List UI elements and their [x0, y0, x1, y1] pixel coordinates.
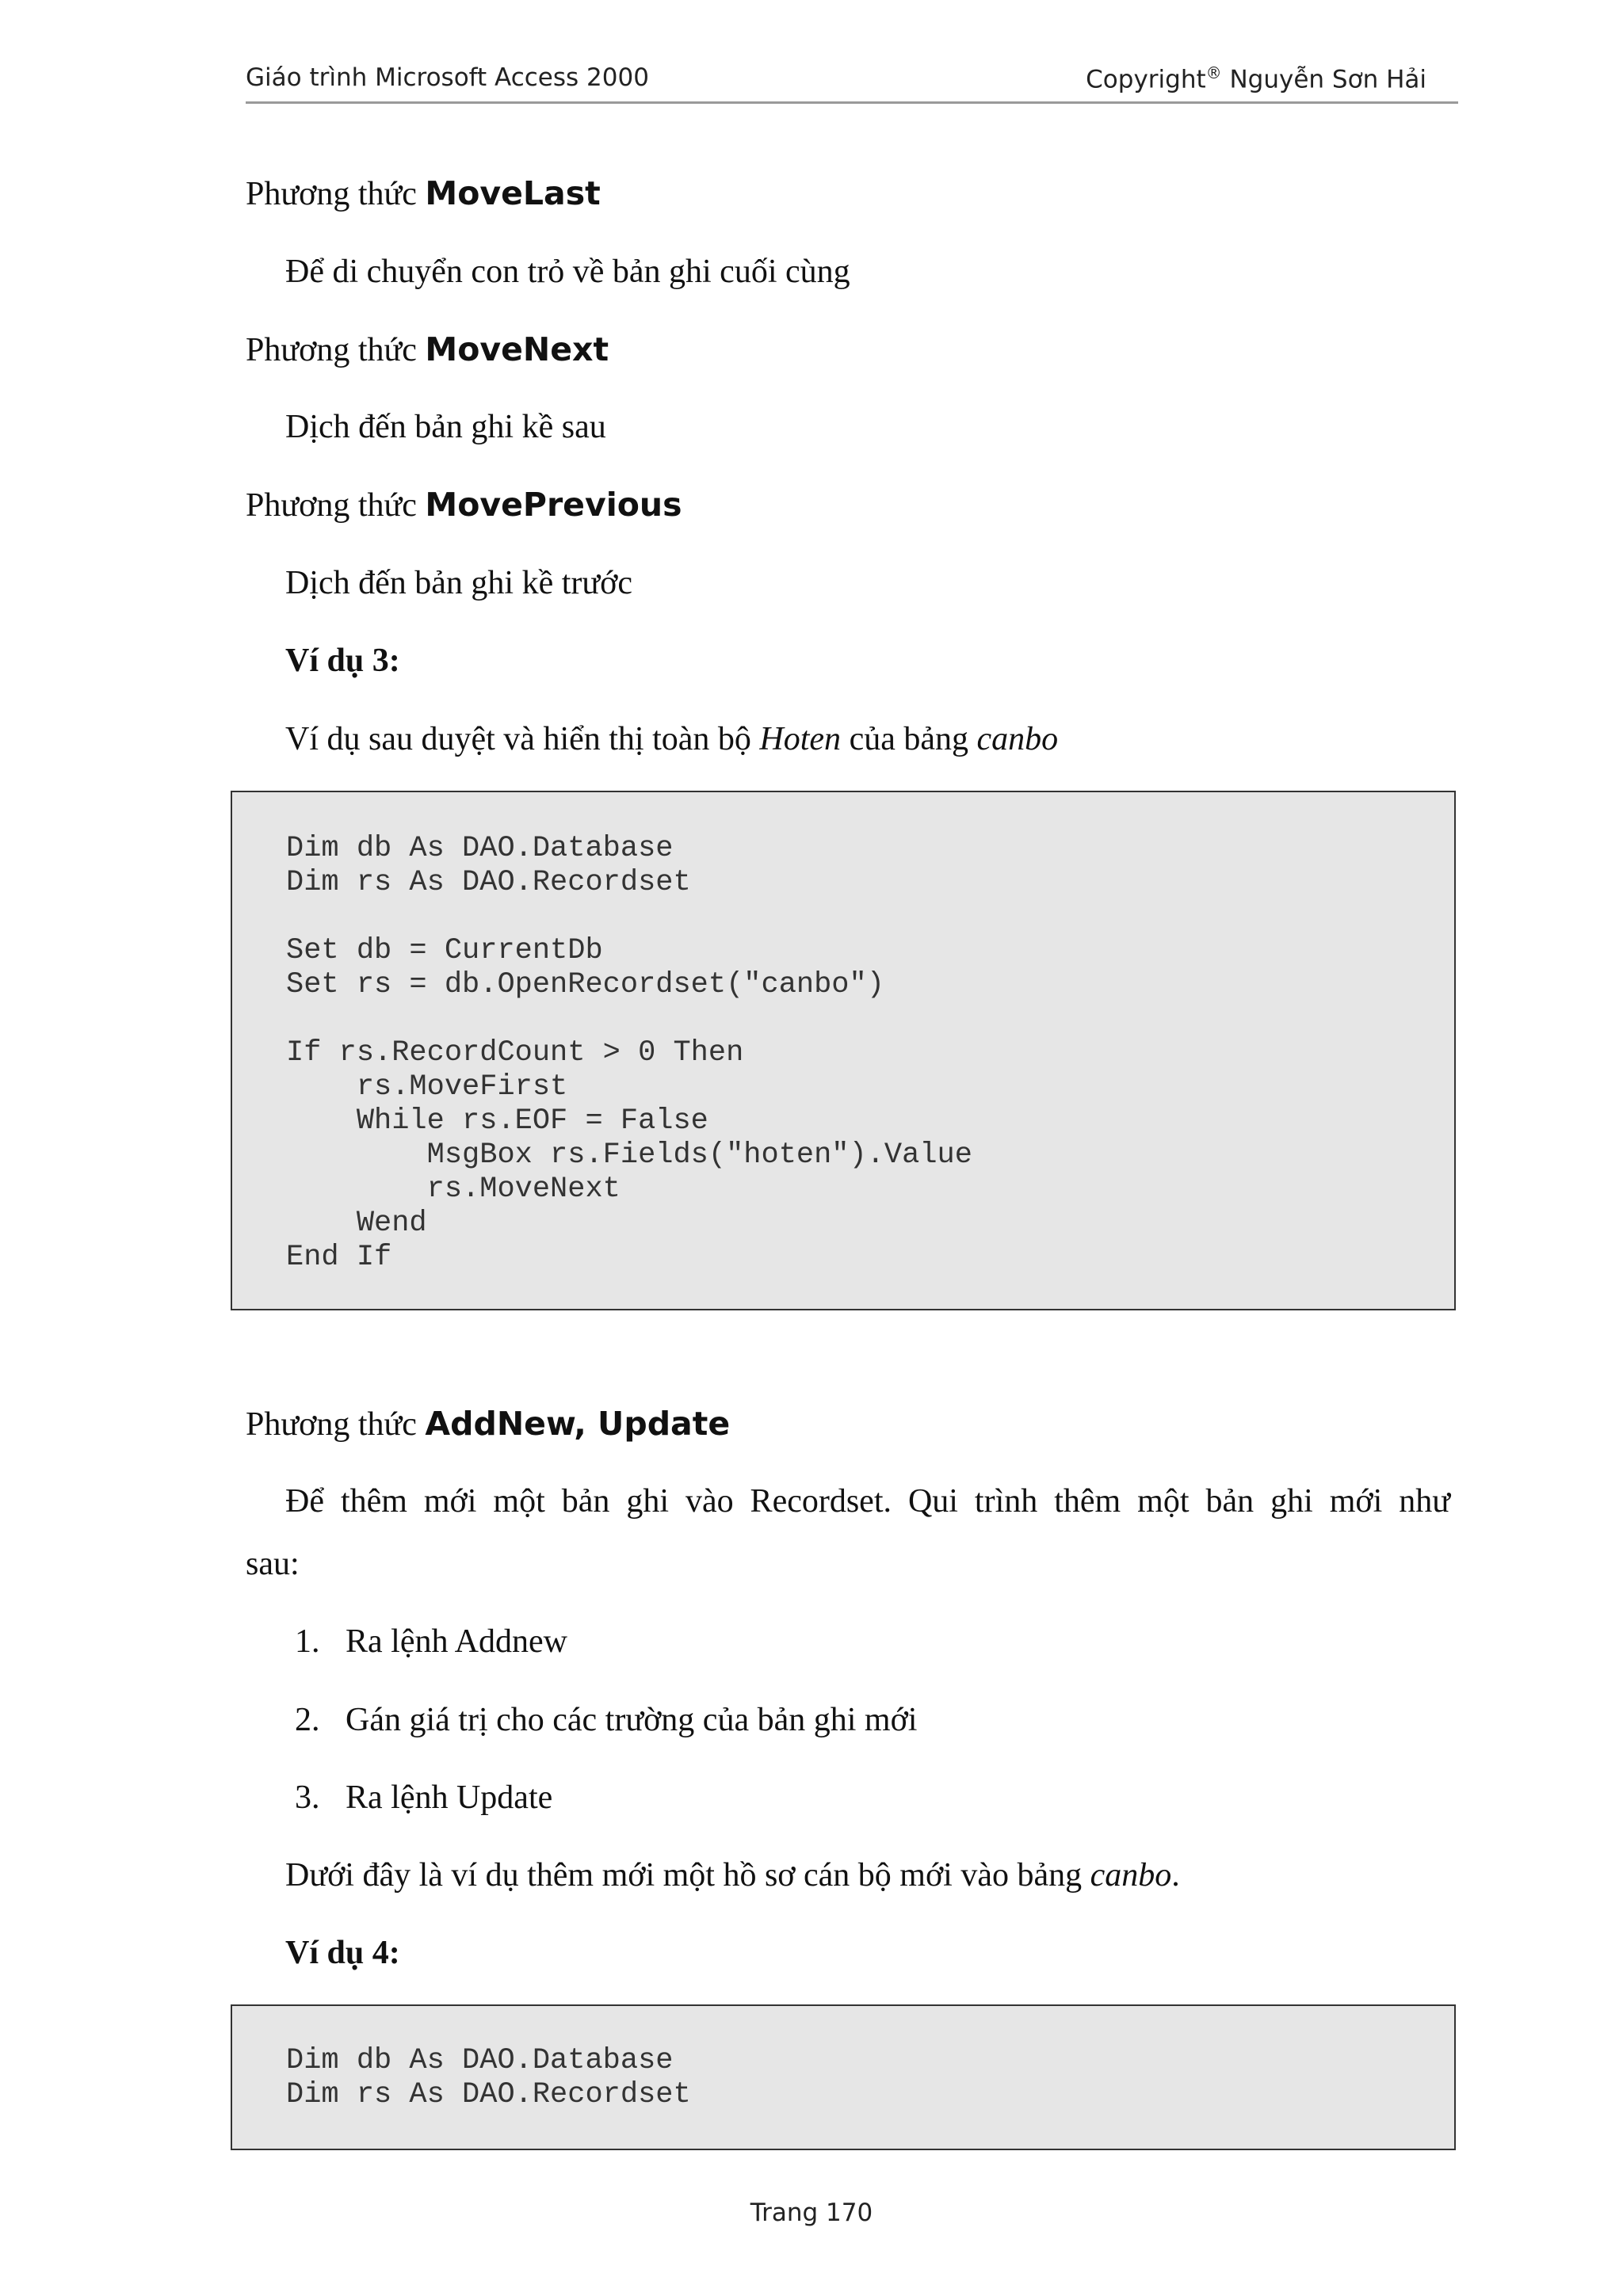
example4-title: Ví dụ 4:	[285, 1935, 400, 1971]
header-copyright: Copyright® Nguyễn Sơn Hải	[1086, 63, 1426, 94]
page-number: Trang 170	[750, 2199, 873, 2227]
step-item: 1. Ra lệnh Addnew	[295, 1623, 567, 1660]
example3-title: Ví dụ 3:	[285, 643, 400, 679]
addnew-desc-line2: sau:	[246, 1546, 300, 1582]
desc-movenext: Dịch đến bản ghi kề sau	[285, 409, 606, 445]
code-example4: Dim db As DAO.Database Dim rs As DAO.Recordset	[286, 2044, 691, 2111]
code-block-example4	[231, 2004, 1456, 2150]
example4-intro: Dưới đây là ví dụ thêm mới một hồ sơ cán bộ mới vào bảng canbo.	[285, 1857, 1180, 1894]
desc-moveprevious: Dịch đến bản ghi kề trước	[285, 565, 633, 601]
registered-mark: ®	[1205, 63, 1222, 82]
header-title: Giáo trình Microsoft Access 2000	[246, 63, 649, 92]
step-item: 3. Ra lệnh Update	[295, 1779, 553, 1816]
heading-movenext: Phương thức MoveNext	[246, 330, 609, 368]
code-block-example3	[231, 791, 1456, 1310]
heading-addnew: Phương thức AddNew, Update	[246, 1405, 731, 1443]
example3-intro: Ví dụ sau duyệt và hiển thị toàn bộ Hoten của bảng canbo	[285, 721, 1059, 757]
page-header	[246, 63, 1458, 104]
addnew-desc-line1: Để thêm mới một bản ghi vào Recordset. Qui trình thêm một bản ghi mới như	[285, 1483, 1450, 1520]
code-example3: Dim db As DAO.Database Dim rs As DAO.Recordset Set db = CurrentDb Set rs = db.OpenRecordset("canbo") If rs.RecordCount > 0 Then rs.MoveFirst While rs.EOF = False MsgBox rs.Fields("hoten").Value rs.MoveNext Wend End If	[286, 832, 972, 1274]
step-item: 2. Gán giá trị cho các trường của bản ghi mới	[295, 1702, 918, 1738]
heading-movelast: Phương thức MoveLast	[246, 174, 601, 212]
heading-moveprevious: Phương thức MovePrevious	[246, 486, 682, 524]
desc-movelast: Để di chuyển con trỏ về bản ghi cuối cùng	[285, 254, 850, 290]
